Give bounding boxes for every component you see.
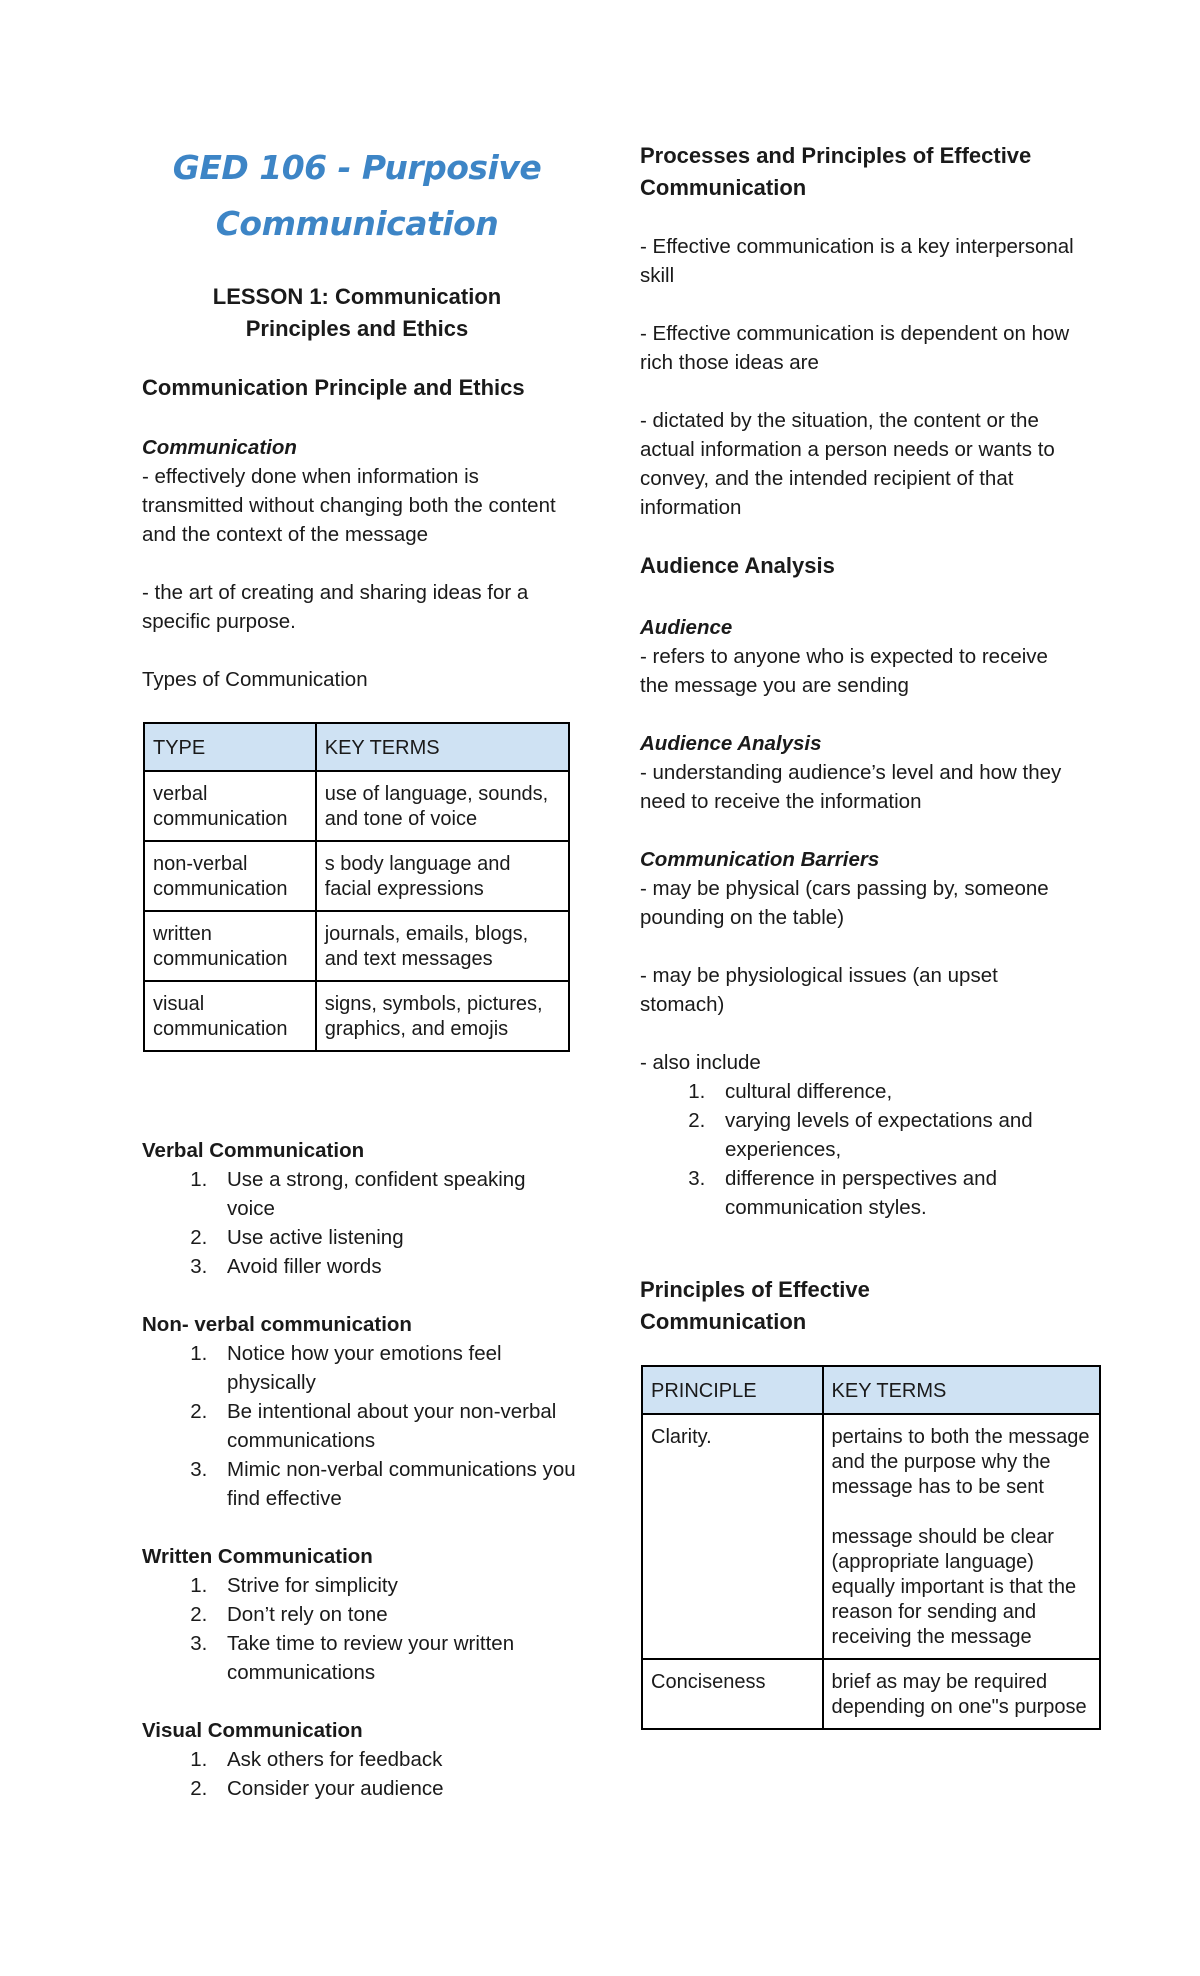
- table-cell-type: verbal communication: [144, 771, 316, 841]
- verbal-heading: Verbal Communication: [142, 1139, 365, 1162]
- nonverbal-heading: Non- verbal communication: [142, 1313, 412, 1336]
- lesson-line-1: LESSON 1: Communication: [212, 284, 502, 309]
- processes-paragraph-3: - dictated by the situation, the content or the actual information a person needs or wants to convey, and the intended recipient of that information: [640, 409, 1055, 519]
- verbal-list: [142, 1165, 577, 1281]
- barriers-list: [640, 1077, 1080, 1222]
- list-item: 2. Consider your audience: [213, 1774, 577, 1803]
- lesson-line-2: Principles and Ethics: [245, 316, 469, 341]
- list-item: 2. Be intentional about your non-verbal communications: [213, 1397, 577, 1455]
- table-row: [144, 981, 569, 1051]
- types-of-communication-table: [143, 722, 570, 1052]
- communication-definition-1: - effectively done when information is transmitted without changing both the content and the context of the message: [142, 465, 556, 546]
- principles-table: [641, 1365, 1101, 1730]
- table-header-row: [144, 723, 569, 771]
- processes-block: [640, 232, 1080, 522]
- list-item: 3. Mimic non-verbal communications you find effective: [213, 1455, 577, 1513]
- types-of-communication-label: Types of Communication: [142, 668, 368, 691]
- processes-paragraph-2: - Effective communication is dependent on how rich those ideas are: [640, 322, 1070, 374]
- visual-heading: Visual Communication: [142, 1719, 363, 1742]
- principles-heading: Principles of Effective Communication: [640, 1277, 870, 1334]
- processes-heading: Processes and Principles of Effective Communication: [640, 143, 1032, 200]
- lesson-title: [142, 281, 572, 345]
- title-line-2: Communication: [215, 204, 499, 243]
- table-cell-key-terms: s body language and facial expressions: [316, 841, 569, 911]
- clarity-text-2: message should be clear (appropriate language) equally important is that the reason for sending and receiving the message: [831, 1526, 1077, 1648]
- table-header-key-terms: KEY TERMS: [316, 723, 569, 771]
- table-header-principle: PRINCIPLE: [642, 1366, 823, 1414]
- audience-definition: - refers to anyone who is expected to receive the message you are sending: [640, 645, 1048, 697]
- written-heading: Written Communication: [142, 1545, 373, 1568]
- table-row: [642, 1659, 1100, 1729]
- table-row: [144, 911, 569, 981]
- audience-term: Audience: [640, 616, 733, 639]
- audience-analysis-heading: Audience Analysis: [640, 553, 835, 578]
- list-item: 2. Use active listening: [213, 1223, 577, 1252]
- communication-definition-2: - the art of creating and sharing ideas for a specific purpose.: [142, 581, 529, 633]
- audience-analysis-definition: - understanding audience’s level and how they need to receive the information: [640, 761, 1062, 813]
- list-item: 1. Ask others for feedback: [213, 1745, 577, 1774]
- audience-block: [640, 613, 1080, 1222]
- list-item: 3. Take time to review your written communications: [213, 1629, 577, 1687]
- barriers-paragraph-3: - also include: [640, 1051, 761, 1074]
- table-cell-type: visual communication: [144, 981, 316, 1051]
- list-item: 3. Avoid filler words: [213, 1252, 577, 1281]
- audience-analysis-term: Audience Analysis: [640, 732, 822, 755]
- visual-list: [142, 1745, 577, 1803]
- table-header-type: TYPE: [144, 723, 316, 771]
- list-item: 1. Use a strong, confident speaking voice: [213, 1165, 577, 1223]
- clarity-text-1: pertains to both the message and the purpose why the message has to be sent: [831, 1426, 1090, 1498]
- table-cell-key-terms: [823, 1414, 1100, 1659]
- section-heading-principle-ethics: Communication Principle and Ethics: [142, 375, 525, 400]
- table-cell-key-terms: brief as may be required depending on one"s purpose: [823, 1659, 1100, 1729]
- table-row: [144, 841, 569, 911]
- communication-barriers-term: Communication Barriers: [640, 848, 880, 871]
- table-cell-key-terms: use of language, sounds, and tone of voice: [316, 771, 569, 841]
- nonverbal-list: [142, 1339, 577, 1513]
- table-cell-principle: Clarity.: [642, 1414, 823, 1659]
- table-header-row: [642, 1366, 1100, 1414]
- communication-tips-block: [142, 1136, 577, 1803]
- table-cell-type: written communication: [144, 911, 316, 981]
- table-cell-type: non-verbal communication: [144, 841, 316, 911]
- list-item: 1. Strive for simplicity: [213, 1571, 577, 1600]
- title-line-1: GED 106 - Purposive: [172, 148, 542, 187]
- table-cell-key-terms: signs, symbols, pictures, graphics, and emojis: [316, 981, 569, 1051]
- document-title: [142, 140, 572, 252]
- table-row: [144, 771, 569, 841]
- list-item: 1. cultural difference,: [711, 1077, 1080, 1106]
- table-row: [642, 1414, 1100, 1659]
- list-item: 1. Notice how your emotions feel physically: [213, 1339, 577, 1397]
- barriers-paragraph-1: - may be physical (cars passing by, someone pounding on the table): [640, 877, 1049, 929]
- barriers-paragraph-2: - may be physiological issues (an upset stomach): [640, 964, 998, 1016]
- list-item: 2. varying levels of expectations and experiences,: [711, 1106, 1080, 1164]
- table-cell-principle: Conciseness: [642, 1659, 823, 1729]
- table-header-key-terms: KEY TERMS: [823, 1366, 1100, 1414]
- communication-term: Communication: [142, 436, 297, 459]
- communication-definition-block: [142, 433, 567, 694]
- processes-paragraph-1: - Effective communication is a key interpersonal skill: [640, 235, 1074, 287]
- list-item: 3. difference in perspectives and communication styles.: [711, 1164, 1080, 1222]
- table-cell-key-terms: journals, emails, blogs, and text messages: [316, 911, 569, 981]
- list-item: 2. Don’t rely on tone: [213, 1600, 577, 1629]
- written-list: [142, 1571, 577, 1687]
